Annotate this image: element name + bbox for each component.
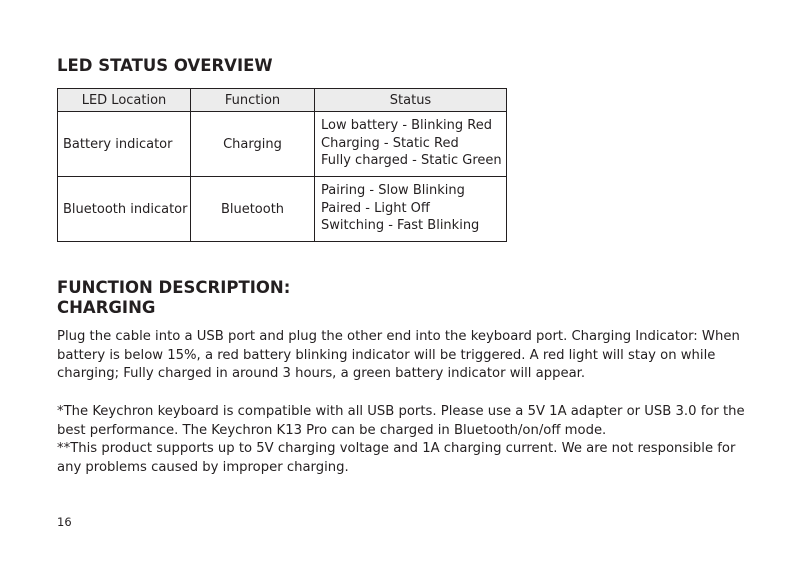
status-line: Pairing - Slow Blinking <box>321 183 465 199</box>
status-line: Switching - Fast Blinking <box>321 218 480 234</box>
cell-battery-location: Battery indicator <box>58 112 191 177</box>
status-line: Charging - Static Red <box>321 135 459 151</box>
cell-battery-status <box>315 112 507 177</box>
table-row <box>58 112 507 177</box>
status-line: Paired - Light Off <box>321 200 430 216</box>
page-number: 16 <box>57 515 72 529</box>
led-status-title: LED STATUS OVERVIEW <box>57 56 273 75</box>
cell-bluetooth-status <box>315 177 507 242</box>
led-status-table <box>57 88 507 242</box>
function-description-title: FUNCTION DESCRIPTION: <box>57 278 291 297</box>
status-line: Fully charged - Static Green <box>321 153 502 169</box>
charging-limits-note: **This product supports up to 5V charging voltage and 1A charging current. We are not responsible for any problems caused by improper charging. <box>57 441 736 475</box>
cell-bluetooth-function: Bluetooth <box>191 177 315 242</box>
header-function: Function <box>191 89 315 112</box>
status-line: Low battery - Blinking Red <box>321 118 492 134</box>
charging-paragraph: Plug the cable into a USB port and plug the other end into the keyboard port. Charging Indicator: When battery is below 15%, a red battery blinking indicator will be triggered. A red light will stay on while charging; Fully charged in around 3 hours, a green battery indicator will appear. <box>57 329 740 381</box>
cell-battery-function: Charging <box>191 112 315 177</box>
cell-bluetooth-location: Bluetooth indicator <box>58 177 191 242</box>
charging-subtitle: CHARGING <box>57 298 156 317</box>
compatibility-note: *The Keychron keyboard is compatible with all USB ports. Please use a 5V 1A adapter or USB 3.0 for the best performance. The Keychron K13 Pro can be charged in Bluetooth/on/off mode. <box>57 404 745 438</box>
header-status: Status <box>315 89 507 112</box>
table-row <box>58 177 507 242</box>
table-header-row <box>58 89 507 112</box>
header-led-location: LED Location <box>58 89 191 112</box>
